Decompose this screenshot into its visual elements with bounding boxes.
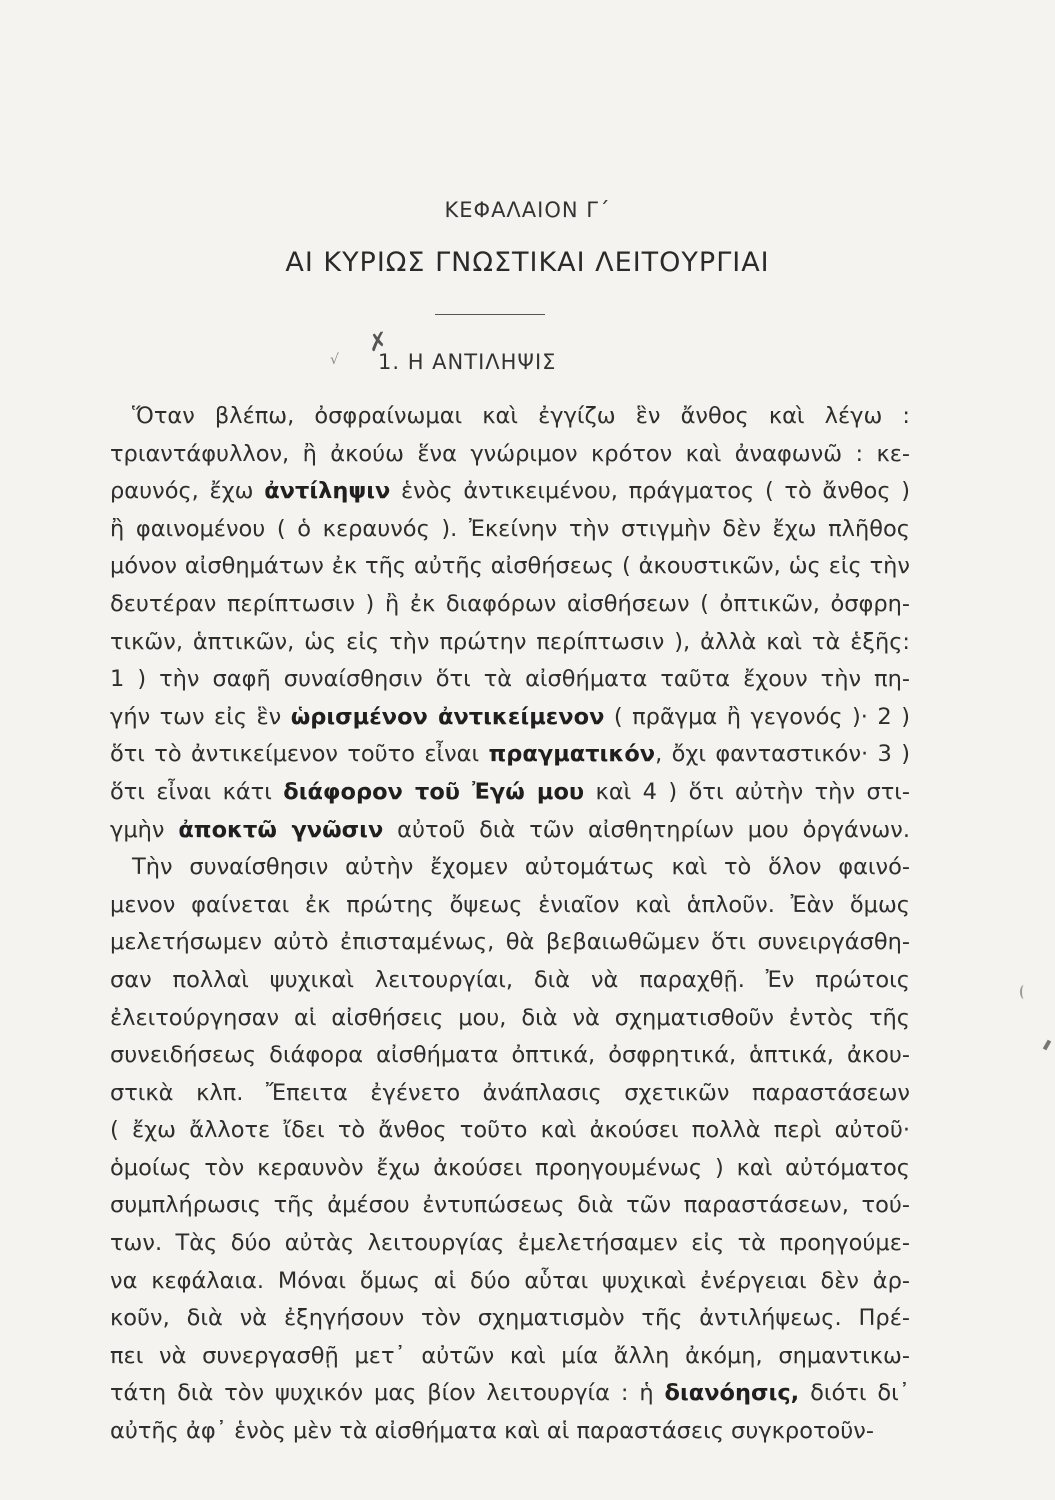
- text-line: μενον φαίνεται ἐκ πρώτης ὄψεως ἑνιαῖον καὶ ἁπλοῦν. Ἐὰν ὅμως: [110, 891, 910, 918]
- text-line: τριαντάφυλλον, ἢ ἀκούω ἕνα γνώριμον κρότον καὶ ἀναφωνῶ : κε-: [110, 440, 910, 467]
- body-text: [110, 398, 910, 1451]
- text-span: , ὄχι φανταστικόν· 3 ): [655, 741, 910, 768]
- text-line: συνειδήσεως διάφορα αἰσθήματα ὀπτικά, ὀσφρητικά, ἁπτικά, ἀκου-: [110, 1042, 910, 1069]
- pencil-mark-icon: ✗: [365, 326, 391, 358]
- emphasized-term: ἀποκτῶ γνῶσιν: [178, 816, 384, 843]
- text-line: [110, 1375, 910, 1413]
- paper-speck: [1043, 1040, 1051, 1051]
- text-span: γήν των εἰς ἓν: [110, 703, 291, 730]
- text-line: κοῦν, διὰ νὰ ἐξηγήσουν τὸν σχηματισμὸν τῆς ἀντιλήψεως. Πρέ-: [110, 1305, 910, 1332]
- text-span: καὶ 4 ) ὅτι αὐτὴν τὴν στι-: [584, 778, 910, 805]
- emphasized-term: ὡρισμένον ἀντικείμενον: [290, 703, 605, 730]
- text-span: ραυνός, ἔχω: [110, 478, 265, 505]
- text-line: μόνον αἰσθημάτων ἐκ τῆς αὐτῆς αἰσθήσεως ( ἀκουστικῶν, ὡς εἰς τὴν: [110, 553, 910, 580]
- text-span: ἑνὸς ἀντικειμένου, πράγματος ( τὸ ἄνθος ): [390, 478, 910, 505]
- text-span: ὅτι εἶναι κάτι: [110, 778, 284, 805]
- text-line: των. Τὰς δύο αὐτὰς λειτουργίας ἐμελετήσαμεν εἰς τὰ προηγούμε-: [110, 1230, 910, 1257]
- text-span: ὅτι τὸ ἀντικείμενον τοῦτο εἶναι: [110, 741, 489, 768]
- chapter-heading: ΚΕΦΑΛΑΙΟΝ Γ΄: [444, 198, 611, 222]
- pencil-tick-icon: √: [330, 352, 339, 368]
- text-line: Ὅταν βλέπω, ὀσφραίνωμαι καὶ ἐγγίζω ἓν ἄνθος καὶ λέγω :: [132, 403, 910, 429]
- text-span: ( πρᾶγμα ἢ γεγονός )· 2 ): [604, 703, 911, 730]
- emphasized-term: διάφορον τοῦ Ἐγώ μου: [283, 778, 585, 805]
- text-line: ὁμοίως τὸν κεραυνὸν ἔχω ἀκούσει προηγουμένως ) καὶ αὐτόματος: [110, 1154, 910, 1181]
- text-line: να κεφάλαια. Μόναι ὅμως αἱ δύο αὗται ψυχικαὶ ἐνέργειαι δὲν ἀρ-: [110, 1267, 910, 1294]
- text-line: δευτέραν περίπτωσιν ) ἢ ἐκ διαφόρων αἰσθήσεων ( ὀπτικῶν, ὀσφρη-: [110, 590, 910, 617]
- text-line: ( ἔχω ἄλλοτε ἴδει τὸ ἄνθος τοῦτο καὶ ἀκούσει πολλὰ περὶ αὐτοῦ·: [110, 1117, 910, 1144]
- emphasized-term: ἀντίληψιν: [264, 478, 391, 505]
- text-line: αὐτῆς ἀφ᾽ ἑνὸς μὲν τὰ αἰσθήματα καὶ αἱ παραστάσεις συγκροτοῦν-: [110, 1418, 874, 1445]
- text-line: [110, 774, 910, 812]
- paper-speck: [1020, 985, 1028, 999]
- chapter-title: ΑΙ ΚΥΡΙΩΣ ΓΝΩΣΤΙΚΑΙ ΛΕΙΤΟΥΡΓΙΑΙ: [285, 247, 770, 278]
- title-divider: [435, 314, 545, 315]
- text-line: στικὰ κλπ. Ἔπειτα ἐγένετο ἀνάπλασις σχετικῶν παραστάσεων: [110, 1079, 910, 1106]
- text-line: ἢ φαινομένου ( ὁ κεραυνός ). Ἐκείνην τὴν στιγμὴν δὲν ἔχω πλῆθος: [110, 515, 910, 542]
- text-span: αὐτοῦ διὰ τῶν αἰσθητηρίων μου ὀργάνων.: [383, 816, 910, 843]
- text-line: Τὴν συναίσθησιν αὐτὴν ἔχομεν αὐτομάτως καὶ τὸ ὅλον φαινό-: [132, 854, 910, 881]
- section-heading: 1. Η ΑΝΤΙΛΗΨΙΣ: [378, 350, 557, 374]
- text-line: μελετήσωμεν αὐτὸ ἐπισταμένως, θὰ βεβαιωθῶμεν ὅτι συνειργάσθη-: [110, 929, 910, 956]
- text-line: [110, 736, 910, 774]
- text-span: τάτη διὰ τὸν ψυχικόν μας βίον λειτουργία : ἡ: [110, 1380, 665, 1407]
- text-line: 1 ) τὴν σαφῆ συναίσθησιν ὅτι τὰ αἰσθήματα ταῦτα ἔχουν τὴν πη-: [110, 666, 910, 693]
- text-line: [110, 812, 910, 850]
- text-line: πει νὰ συνεργασθῇ μετ᾽ αὐτῶν καὶ μία ἄλλη ἀκόμη, σημαντικω-: [110, 1342, 910, 1369]
- text-span: γμὴν: [110, 816, 179, 843]
- text-line: [110, 699, 910, 737]
- text-line: σαν πολλαὶ ψυχικαὶ λειτουργίαι, διὰ νὰ παραχθῇ. Ἐν πρώτοις: [110, 966, 910, 993]
- emphasized-term: διανόησις,: [664, 1380, 800, 1407]
- emphasized-term: πραγματικόν: [488, 741, 656, 768]
- text-span: διότι δι᾽: [799, 1380, 910, 1407]
- text-line: τικῶν, ἁπτικῶν, ὡς εἰς τὴν πρώτην περίπτωσιν ), ἀλλὰ καὶ τὰ ἑξῆς:: [110, 628, 910, 655]
- text-line: ἐλειτούργησαν αἱ αἰσθήσεις μου, διὰ νὰ σχηματισθοῦν ἐντὸς τῆς: [110, 1004, 910, 1031]
- text-line: [110, 473, 910, 511]
- text-line: συμπλήρωσις τῆς ἀμέσου ἐντυπώσεως διὰ τῶν παραστάσεων, τού-: [110, 1192, 910, 1219]
